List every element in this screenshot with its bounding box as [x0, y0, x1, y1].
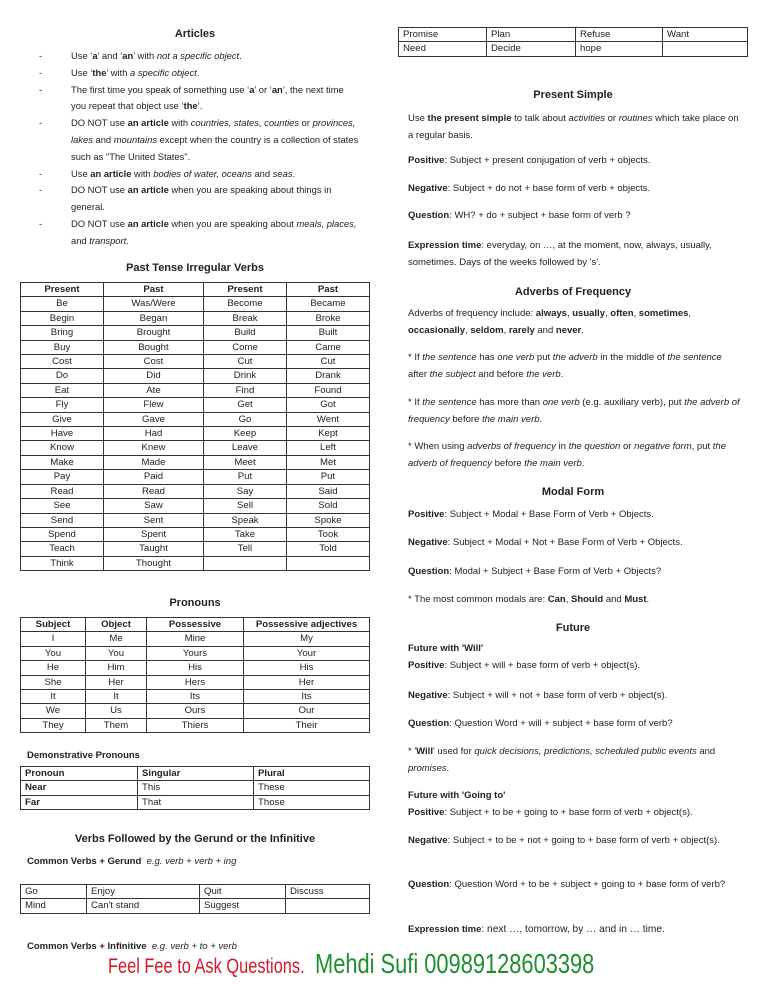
future-going-question: Question: Question Word + to be + subject + going to + base form of verb?: [408, 879, 726, 890]
table-cell: Mine: [147, 632, 244, 646]
articles-list: [20, 48, 360, 250]
article-rule-7: - DO NOT use an article when you are speaking about meals, places, and transport.: [39, 217, 357, 246]
table-cell: Put: [203, 470, 286, 484]
table-cell: [663, 42, 748, 56]
table-cell: It: [21, 690, 86, 704]
table-cell: Spend: [21, 527, 104, 541]
table-cell: Built: [286, 326, 369, 340]
table-row: [21, 556, 370, 570]
table-cell: [286, 556, 369, 570]
article-rule-2: - Use ‘the’ with a specific object.: [39, 66, 200, 78]
footer-contact: [108, 948, 673, 980]
table-cell: Her: [244, 675, 370, 689]
table-cell: Had: [104, 427, 204, 441]
table-row: [21, 675, 370, 689]
article-rule-6: - DO NOT use an article when you are speaking about things in general.: [39, 184, 332, 213]
table-cell: You: [21, 646, 86, 660]
demonstrative-header-cell: Plural: [254, 767, 370, 781]
table-cell: Put: [286, 470, 369, 484]
table-row: [21, 542, 370, 556]
table-cell: Found: [286, 383, 369, 397]
table-cell: Thought: [104, 556, 204, 570]
table-cell: Give: [21, 412, 104, 426]
table-cell: [203, 556, 286, 570]
table-cell: Decide: [487, 42, 576, 56]
table-cell: Cut: [286, 355, 369, 369]
table-cell: Need: [399, 42, 487, 56]
future-going-negative: Negative: Subject + to be + not + going to + base form of verb + object(s).: [408, 835, 720, 846]
table-cell: Suggest: [200, 899, 286, 913]
table-cell: Tell: [203, 542, 286, 556]
table-row: [21, 704, 370, 718]
table-row: [21, 499, 370, 513]
table-cell: Yours: [147, 646, 244, 660]
table-cell: Her: [86, 675, 147, 689]
table-cell: Enjoy: [87, 885, 200, 899]
table-cell: Drink: [203, 369, 286, 383]
modal-title: Modal Form: [541, 486, 605, 498]
irregular-header-cell: Past: [286, 283, 369, 297]
table-cell: Ate: [104, 383, 204, 397]
table-cell: Gave: [104, 412, 204, 426]
table-cell: Paid: [104, 470, 204, 484]
articles-title: Articles: [174, 28, 216, 40]
table-cell: Their: [244, 718, 370, 732]
table-cell: Fly: [21, 398, 104, 412]
table-cell: Told: [286, 542, 369, 556]
table-cell: Spoke: [286, 513, 369, 527]
table-cell: Us: [86, 704, 147, 718]
table-cell: Send: [21, 513, 104, 527]
article-rule-5: - Use an article with bodies of water, oceans and seas.: [39, 167, 296, 179]
table-cell: Near: [21, 781, 138, 795]
table-cell: Them: [86, 718, 147, 732]
irregular-verbs-table: [20, 282, 370, 571]
table-row: [21, 311, 370, 325]
table-cell: Say: [203, 484, 286, 498]
table-cell: Its: [147, 690, 244, 704]
table-cell: Flew: [104, 398, 204, 412]
table-cell: Mind: [21, 899, 87, 913]
table-cell: Drank: [286, 369, 369, 383]
table-cell: Refuse: [576, 28, 663, 42]
adverbs-rule-1: * If the sentence has one verb put the adverb in the middle of the sentence after the subject and before the verb.: [408, 352, 722, 380]
table-cell: Meet: [203, 455, 286, 469]
demonstrative-table: [20, 766, 370, 810]
table-cell: Want: [663, 28, 748, 42]
table-cell: Saw: [104, 499, 204, 513]
table-cell: She: [21, 675, 86, 689]
table-cell: Buy: [21, 340, 104, 354]
modal-question: Question: Modal + Subject + Base Form of Verb + Objects?: [408, 566, 662, 577]
table-row: [399, 28, 748, 42]
table-cell: You: [86, 646, 147, 660]
table-cell: Sold: [286, 499, 369, 513]
table-cell: Made: [104, 455, 204, 469]
table-cell: Spent: [104, 527, 204, 541]
table-row: [21, 427, 370, 441]
table-cell: Cost: [104, 355, 204, 369]
footer-invite: Feel Fee to Ask Questions.: [108, 955, 305, 978]
table-cell: Discuss: [286, 885, 370, 899]
table-cell: Brought: [104, 326, 204, 340]
table-row: [21, 632, 370, 646]
table-cell: Leave: [203, 441, 286, 455]
table-cell: Break: [203, 311, 286, 325]
table-cell: Did: [104, 369, 204, 383]
table-cell: Your: [244, 646, 370, 660]
table-cell: Make: [21, 455, 104, 469]
table-cell: Teach: [21, 542, 104, 556]
present-simple-positive: Positive: Subject + present conjugation of verb + objects.: [408, 155, 651, 166]
modal-positive: Positive: Subject + Modal + Base Form of Verb + Objects.: [408, 509, 654, 520]
table-cell: Cost: [21, 355, 104, 369]
modal-negative: Negative: Subject + Modal + Not + Base Form of Verb + Objects.: [408, 537, 683, 548]
table-cell: Its: [244, 690, 370, 704]
table-cell: Get: [203, 398, 286, 412]
pronouns-header-row: [21, 618, 370, 632]
table-cell: Sell: [203, 499, 286, 513]
table-row: [21, 398, 370, 412]
table-row: [21, 484, 370, 498]
table-cell: Promise: [399, 28, 487, 42]
table-cell: Me: [86, 632, 147, 646]
table-row: [399, 42, 748, 56]
table-cell: Left: [286, 441, 369, 455]
article-rule-4: - DO NOT use an article with countries, states, counties or provinces, lakes and mountains except when the country is a collection of states such as "The United States".: [39, 117, 359, 162]
pronouns-header-cell: Possessive adjectives: [244, 618, 370, 632]
future-going-expression: Expression time: next …, tomorrow, by … and in … time.: [408, 924, 665, 935]
future-will-question: Question: Question Word + will + subject + base form of verb?: [408, 718, 673, 729]
table-cell: Taught: [104, 542, 204, 556]
present-simple-expression: Expression time: everyday, on …, at the moment, now, always, usually, sometimes. Days of the weeks followed by 's'.: [408, 240, 712, 268]
pronouns-header-cell: Subject: [21, 618, 86, 632]
table-cell: His: [147, 661, 244, 675]
table-row: [21, 513, 370, 527]
table-row: [21, 412, 370, 426]
table-cell: Keep: [203, 427, 286, 441]
table-cell: I: [21, 632, 86, 646]
table-cell: Build: [203, 326, 286, 340]
table-row: [21, 646, 370, 660]
table-cell: Come: [203, 340, 286, 354]
table-cell: That: [138, 795, 254, 809]
table-cell: Be: [21, 297, 104, 311]
gerund-title: Verbs Followed by the Gerund or the Infinitive: [74, 833, 316, 845]
adverbs-intro: Adverbs of frequency include: always, usually, often, sometimes, occasionally, seldom, rarely and never.: [408, 308, 692, 336]
table-cell: Become: [203, 297, 286, 311]
table-cell: Kept: [286, 427, 369, 441]
table-cell: This: [138, 781, 254, 795]
table-cell: We: [21, 704, 86, 718]
future-will-note: * 'Will' used for quick decisions, predictions, scheduled public events and promises.: [408, 746, 716, 774]
table-cell: Read: [104, 484, 204, 498]
demonstrative-header-row: [21, 767, 370, 781]
adverbs-rule-3: * When using adverbs of frequency in the question or negative form, put the adverb of frequency before the main verb.: [408, 441, 726, 469]
gerund-verbs-table: [20, 884, 370, 914]
table-cell: Thiers: [147, 718, 244, 732]
table-cell: Met: [286, 455, 369, 469]
table-cell: Go: [203, 412, 286, 426]
table-cell: Began: [104, 311, 204, 325]
future-title: Future: [555, 622, 591, 634]
table-cell: hope: [576, 42, 663, 56]
article-rule-3: - The first time you speak of something use ‘a’ or ‘an’, the next time you repeat that object use ‘the’.: [39, 83, 344, 112]
demonstrative-header-cell: Pronoun: [21, 767, 138, 781]
table-cell: Read: [21, 484, 104, 498]
table-cell: Far: [21, 795, 138, 809]
table-row: [21, 795, 370, 809]
table-cell: Take: [203, 527, 286, 541]
table-cell: Took: [286, 527, 369, 541]
adverbs-rule-2: * If the sentence has more than one verb (e.g. auxiliary verb), put the adverb of frequency before the main verb.: [408, 397, 740, 425]
present-simple-question: Question: WH? + do + subject + base form of verb ?: [408, 210, 631, 221]
table-row: [21, 470, 370, 484]
table-cell: Know: [21, 441, 104, 455]
pronouns-table: [20, 617, 370, 733]
table-cell: Speak: [203, 513, 286, 527]
table-cell: Sent: [104, 513, 204, 527]
article-rule-1: - Use ‘a’ and ‘an’ with not a specific object.: [39, 50, 242, 61]
present-simple-negative: Negative: Subject + do not + base form of verb + objects.: [408, 183, 651, 194]
table-cell: Go: [21, 885, 87, 899]
table-cell: My: [244, 632, 370, 646]
irregular-header-cell: Past: [104, 283, 204, 297]
irregular-header-cell: Present: [21, 283, 104, 297]
footer-name-phone: Mehdi Sufi 00989128603398: [315, 948, 595, 979]
future-will-negative: Negative: Subject + will + not + base form of verb + object(s).: [408, 690, 668, 701]
table-cell: [286, 899, 370, 913]
table-cell: Eat: [21, 383, 104, 397]
irregular-header-cell: Present: [203, 283, 286, 297]
table-cell: Bought: [104, 340, 204, 354]
table-row: [21, 661, 370, 675]
table-cell: Bring: [21, 326, 104, 340]
irregular-header-row: [21, 283, 370, 297]
table-cell: Plan: [487, 28, 576, 42]
table-cell: It: [86, 690, 147, 704]
present-simple-title: Present Simple: [533, 89, 613, 101]
table-row: [21, 340, 370, 354]
table-row: [21, 690, 370, 704]
adverbs-title: Adverbs of Frequency: [514, 286, 632, 298]
table-cell: Became: [286, 297, 369, 311]
table-cell: They: [21, 718, 86, 732]
table-row: [21, 885, 370, 899]
table-row: [21, 355, 370, 369]
table-cell: He: [21, 661, 86, 675]
table-cell: Cut: [203, 355, 286, 369]
table-cell: Was/Were: [104, 297, 204, 311]
table-row: [21, 455, 370, 469]
table-cell: Hers: [147, 675, 244, 689]
infinitive-verbs-table: [398, 27, 748, 57]
table-cell: Think: [21, 556, 104, 570]
future-going-positive: Positive: Subject + to be + going to + base form of verb + object(s).: [408, 807, 693, 818]
table-cell: Went: [286, 412, 369, 426]
table-cell: Him: [86, 661, 147, 675]
table-cell: His: [244, 661, 370, 675]
table-row: [21, 369, 370, 383]
demonstrative-title: Demonstrative Pronouns: [27, 750, 140, 761]
table-cell: Our: [244, 704, 370, 718]
pronouns-header-cell: Possessive: [147, 618, 244, 632]
table-cell: Came: [286, 340, 369, 354]
pronouns-header-cell: Object: [86, 618, 147, 632]
table-cell: Those: [254, 795, 370, 809]
table-row: [21, 781, 370, 795]
table-row: [21, 718, 370, 732]
table-cell: Have: [21, 427, 104, 441]
table-row: [21, 527, 370, 541]
table-cell: Can't stand: [87, 899, 200, 913]
table-cell: Quit: [200, 885, 286, 899]
table-cell: Find: [203, 383, 286, 397]
modal-note: * The most common modals are: Can, Should and Must.: [408, 594, 650, 605]
table-cell: Knew: [104, 441, 204, 455]
table-row: [21, 297, 370, 311]
table-row: [21, 326, 370, 340]
table-cell: Pay: [21, 470, 104, 484]
present-simple-intro: Use the present simple to talk about activities or routines which take place on a regular basis.: [408, 113, 739, 141]
table-row: [21, 899, 370, 913]
pronouns-title: Pronouns: [169, 597, 221, 609]
future-going-heading: Future with 'Going to': [408, 790, 506, 801]
table-cell: Got: [286, 398, 369, 412]
infinitive-subtitle: Common Verbs + Infinitive e.g. verb + to + verb: [27, 941, 237, 952]
demonstrative-header-cell: Singular: [138, 767, 254, 781]
table-cell: Do: [21, 369, 104, 383]
table-row: [21, 383, 370, 397]
table-cell: Broke: [286, 311, 369, 325]
table-row: [21, 441, 370, 455]
table-cell: These: [254, 781, 370, 795]
table-cell: Ours: [147, 704, 244, 718]
table-cell: Begin: [21, 311, 104, 325]
irregular-title: Past Tense Irregular Verbs: [126, 262, 264, 274]
table-cell: See: [21, 499, 104, 513]
future-will-heading: Future with 'Will': [408, 643, 484, 654]
table-cell: Said: [286, 484, 369, 498]
future-will-positive: Positive: Subject + will + base form of verb + object(s).: [408, 660, 641, 671]
gerund-subtitle: Common Verbs + Gerund e.g. verb + verb + ing: [27, 856, 237, 867]
